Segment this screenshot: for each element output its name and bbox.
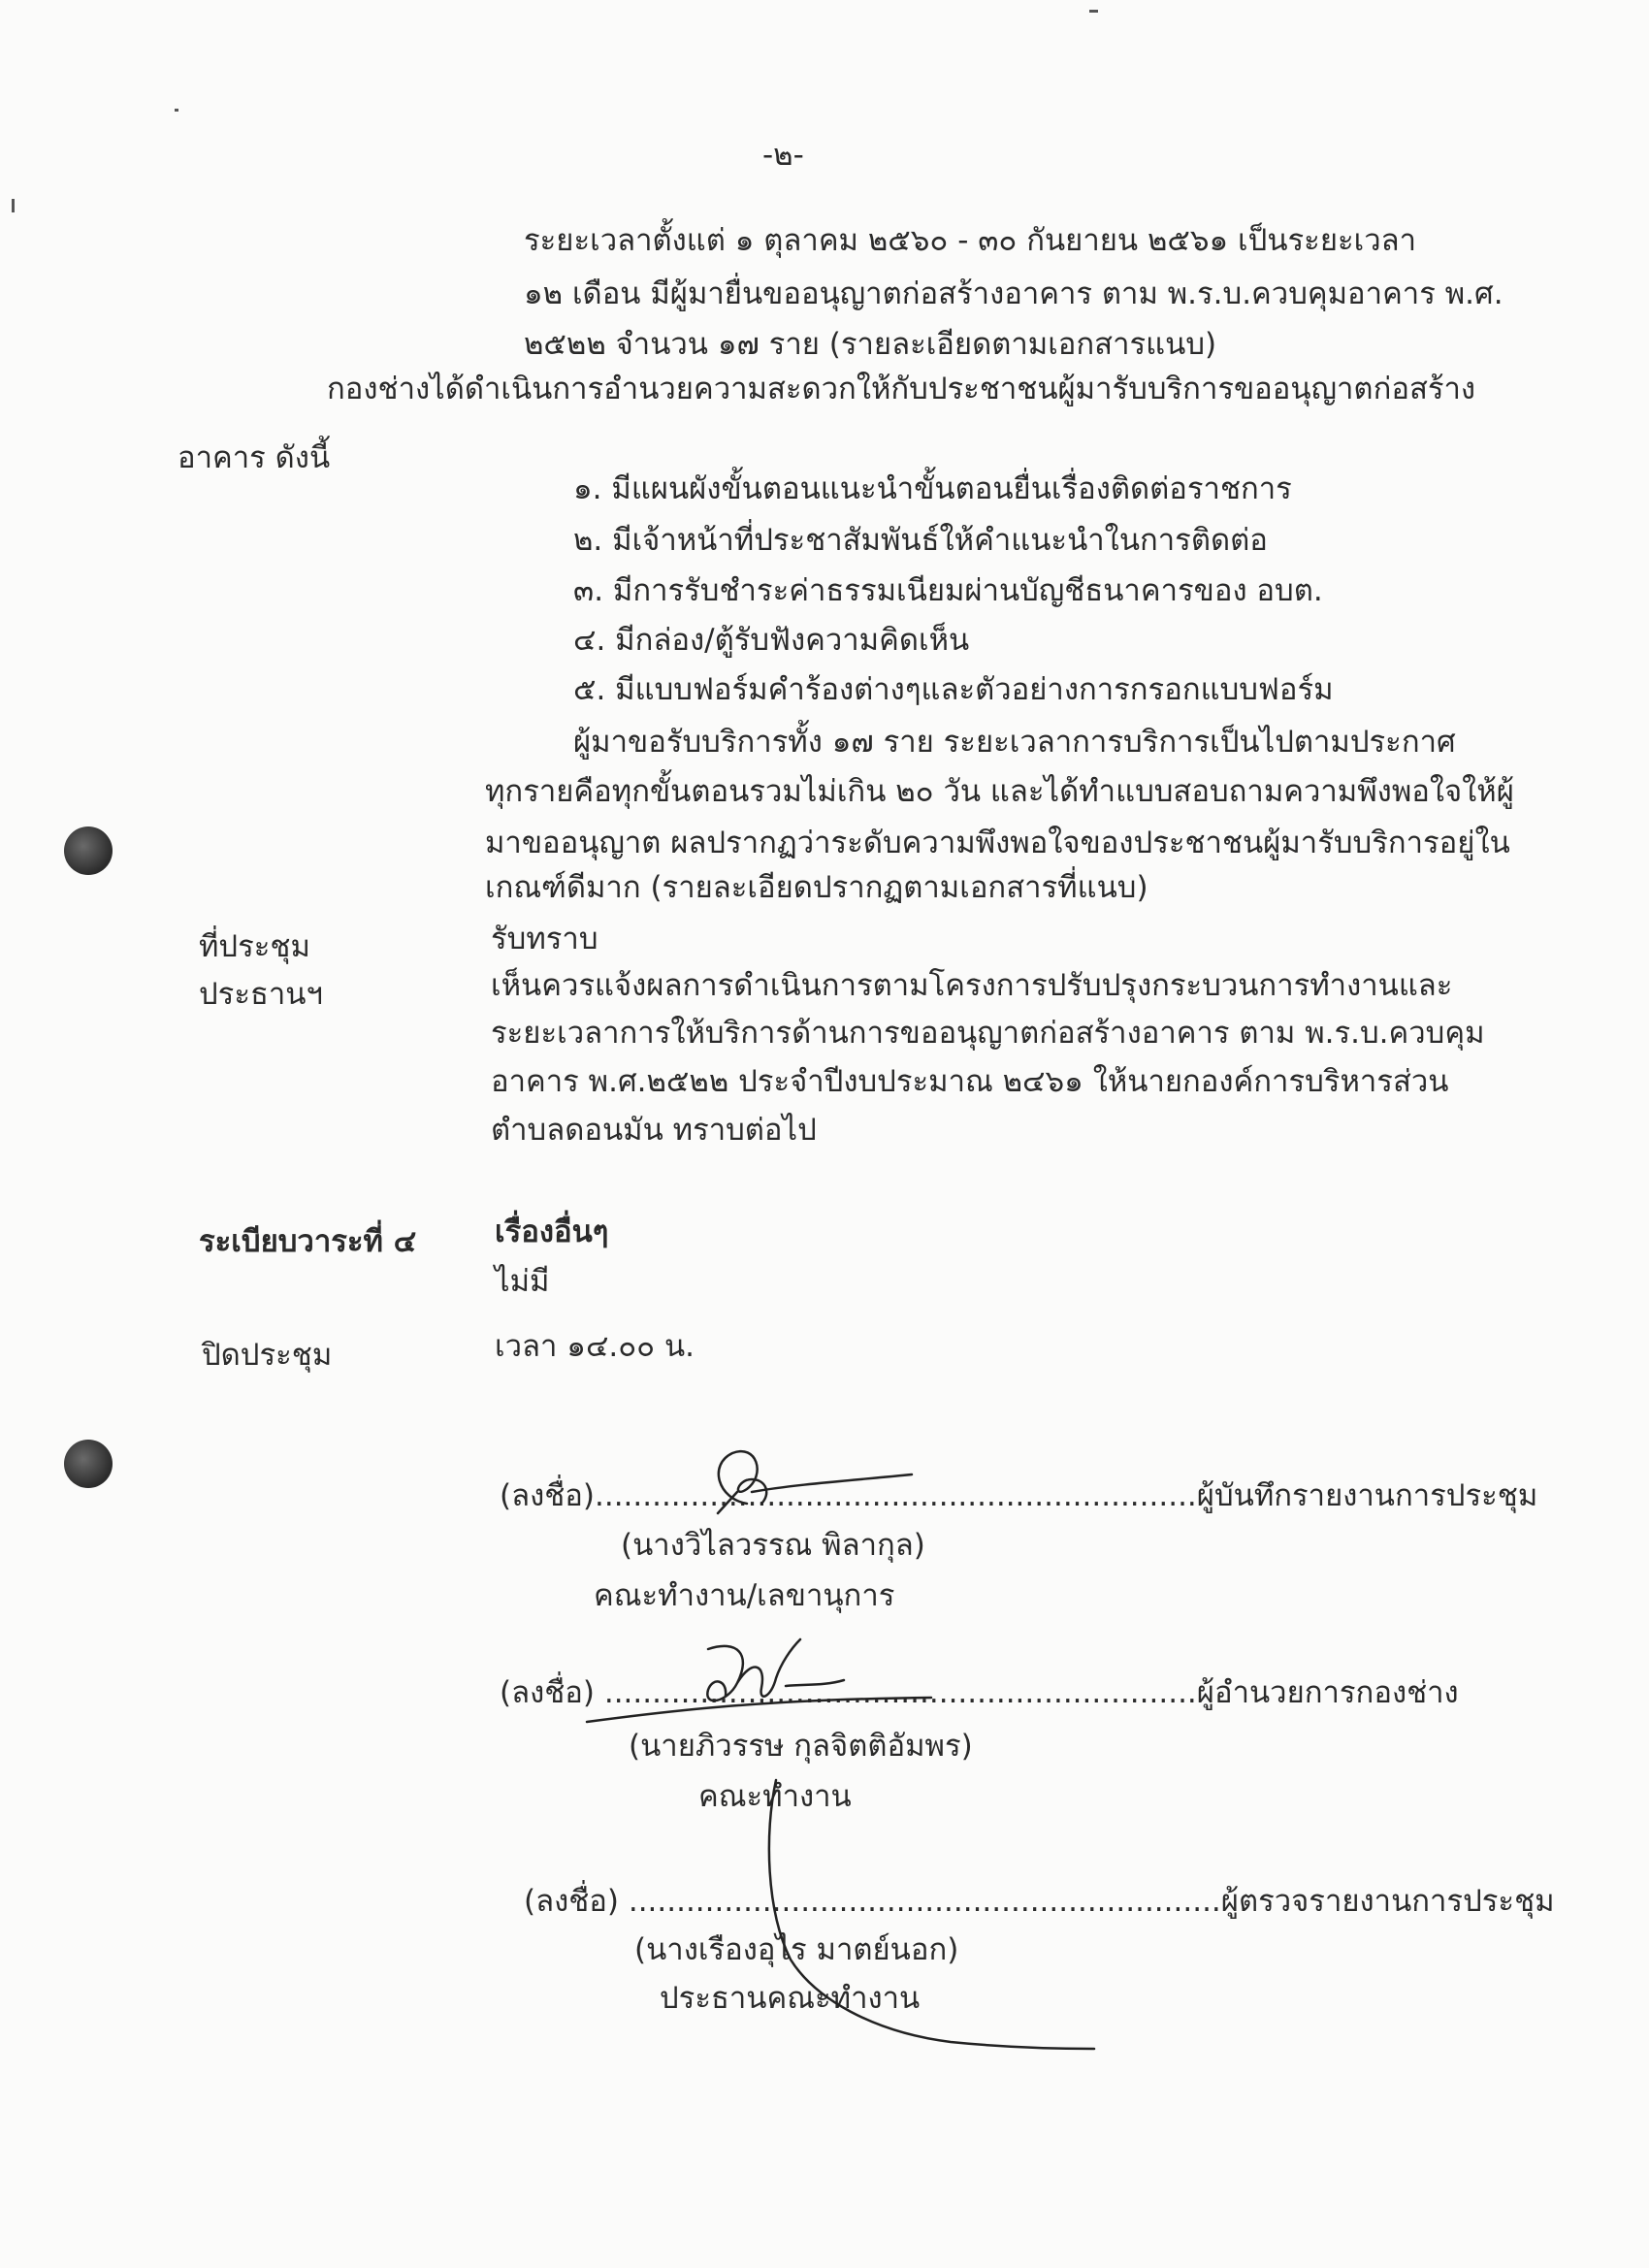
service-line-3: มาขออนุญาต ผลปรากฏว่าระดับความพึงพอใจของประชาชนผู้มารับบริการอยู่ใน <box>485 826 1510 860</box>
signature-line-reviewer: (ลงชื่อ) ..............................................................ผู้ตรวจรายงานการประชุม <box>524 1884 1555 1919</box>
list-item: ๓. มีการรับชำระค่าธรรมเนียมผ่านบัญชีธนาคารของ อบต. <box>573 573 1323 608</box>
closing-label: ปิดประชุม <box>202 1338 333 1373</box>
agenda4-title: เรื่องอื่นๆ <box>495 1215 609 1249</box>
handwritten-signature-reviewer <box>737 1775 1106 2057</box>
paragraph-line-2: อาคาร ดังนี้ <box>178 440 331 475</box>
signer-name-recorder: (นางวิไลวรรณ พิลากุล) <box>621 1528 925 1563</box>
chairman-line-4: ตำบลดอนมัน ทราบต่อไป <box>491 1113 817 1148</box>
punch-hole-bottom <box>64 1440 113 1488</box>
page-number: -๒- <box>762 138 804 173</box>
signer-position-recorder: คณะทำงาน/เลขานุการ <box>594 1578 895 1613</box>
paragraph-line-1: กองช่างได้ดำเนินการอำนวยความสะดวกให้กับประชาชนผู้มารับบริการขออนุญาตก่อสร้าง <box>327 372 1476 406</box>
signer-name-director: (นายภิวรรษ กุลจิตติอัมพร) <box>629 1729 973 1764</box>
list-item: ๑. มีแผนผังขั้นตอนแนะนำขั้นตอนยื่นเรื่องติดต่อราชการ <box>573 471 1292 506</box>
scan-speck <box>1089 10 1098 13</box>
scan-speck <box>175 109 178 112</box>
chairman-line-2: ระยะเวลาการให้บริการด้านการขออนุญาตก่อสร้างอาคาร ตาม พ.ร.บ.ควบคุม <box>491 1016 1485 1051</box>
signature-line-director: (ลงชื่อ) ..............................................................ผู้อำนวยการกองช่าง <box>500 1675 1459 1710</box>
intro-line-3: ๒๕๒๒ จำนวน ๑๗ ราย (รายละเอียดตามเอกสารแนบ) <box>524 327 1217 362</box>
meeting-value: รับทราบ <box>491 922 598 956</box>
handwritten-signature-recorder <box>679 1436 931 1542</box>
meeting-label: ที่ประชุม <box>199 929 310 964</box>
handwritten-signature-director <box>582 1630 951 1736</box>
chairman-line-3: อาคาร พ.ศ.๒๕๒๒ ประจำปีงบประมาณ ๒๔๖๑ ให้นายกองค์การบริหารส่วน <box>491 1064 1449 1099</box>
agenda4-value: ไม่มี <box>495 1264 550 1299</box>
chairman-line-1: เห็นควรแจ้งผลการดำเนินการตามโครงการปรับปรุงกระบวนการทำงานและ <box>491 968 1453 1003</box>
intro-line-1: ระยะเวลาตั้งแต่ ๑ ตุลาคม ๒๕๖๐ - ๓๐ กันยายน ๒๕๖๑ เป็นระยะเวลา <box>524 223 1417 258</box>
service-line-2: ทุกรายคือทุกขั้นตอนรวมไม่เกิน ๒๐ วัน และได้ทำแบบสอบถามความพึงพอใจให้ผู้ <box>485 774 1514 809</box>
service-line-1: ผู้มาขอรับบริการทั้ง ๑๗ ราย ระยะเวลาการบริการเป็นไปตามประกาศ <box>573 725 1456 760</box>
service-line-4: เกณฑ์ดีมาก (รายละเอียดปรากฏตามเอกสารที่แนบ) <box>485 870 1148 905</box>
signer-position-director: คณะทำงาน <box>698 1779 852 1814</box>
chairman-label: ประธานฯ <box>199 977 323 1012</box>
agenda4-label: ระเบียบวาระที่ ๔ <box>199 1224 417 1259</box>
list-item: ๕. มีแบบฟอร์มคำร้องต่างๆและตัวอย่างการกรอกแบบฟอร์ม <box>573 672 1334 707</box>
signer-name-reviewer: (นางเรืองอุไร มาตย์นอก) <box>634 1932 959 1967</box>
closing-value: เวลา ๑๔.๐๐ น. <box>495 1329 695 1364</box>
signer-position-reviewer: ประธานคณะทำงาน <box>660 1981 921 2016</box>
intro-line-2: ๑๒ เดือน มีผู้มายื่นขออนุญาตก่อสร้างอาคาร ตาม พ.ร.บ.ควบคุมอาคาร พ.ศ. <box>524 276 1504 311</box>
list-item: ๒. มีเจ้าหน้าที่ประชาสัมพันธ์ให้คำแนะนำในการติดต่อ <box>573 523 1268 558</box>
list-item: ๔. มีกล่อง/ตู้รับฟังความคิดเห็น <box>573 623 970 658</box>
signature-line-recorder: (ลงชื่อ)...............................................................ผู้บันทึกรายงานการประชุม <box>500 1478 1538 1513</box>
scan-speck <box>12 199 15 212</box>
punch-hole-top <box>64 826 113 875</box>
